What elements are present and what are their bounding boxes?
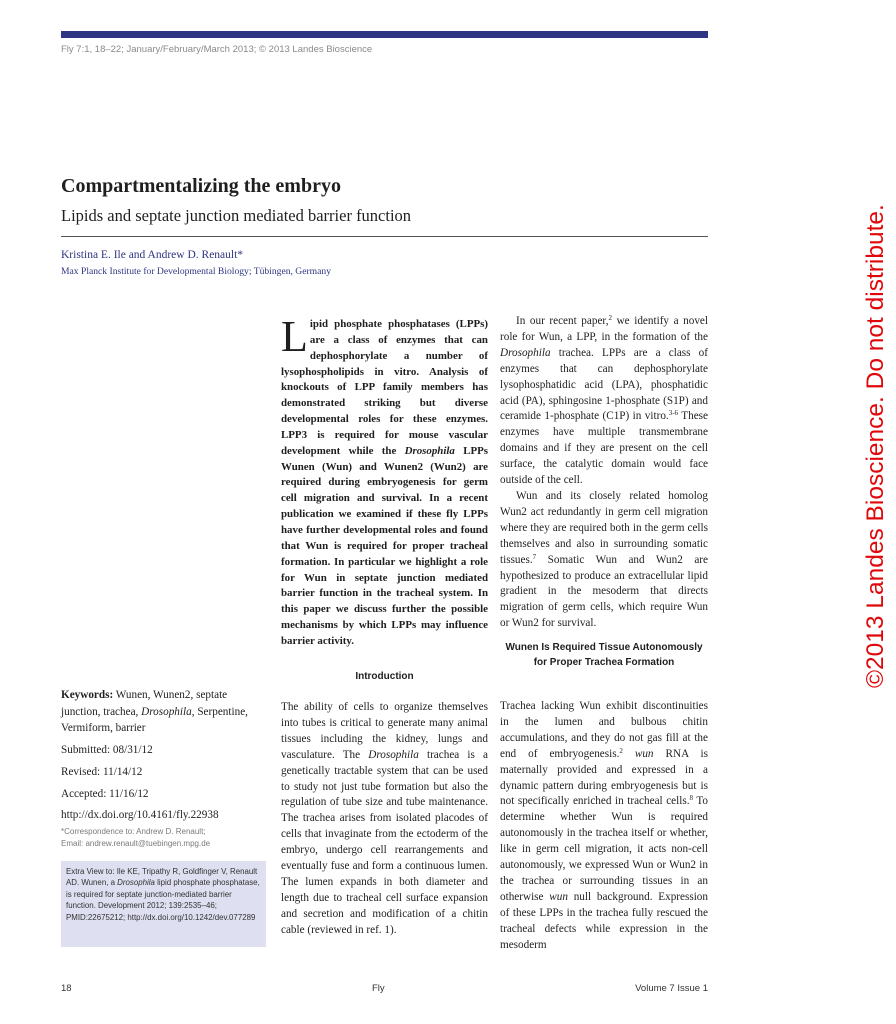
introduction-heading: Introduction <box>355 671 414 682</box>
authors[interactable]: Kristina E. Ile and Andrew D. Renault* <box>61 249 244 261</box>
section-heading: Wunen Is Required Tissue Autonomously for Proper Trachea Formation <box>505 642 703 668</box>
journal-citation: Fly 7:1, 18–22; January/February/March 2013; © 2013 Landes Bioscience <box>61 44 373 55</box>
right-column-text <box>500 314 708 632</box>
correspondence <box>61 826 266 849</box>
paragraph: In our recent paper,$^2$ we identify a novel role for Wun, a LPP, in the formation of the Drosophila trachea. LPPs are a class of enzymes that can dephosphorylate lysophosphatidic acid (LPA), phosphatidic acid (PA), sphingosine 1-phosphate (S1P) and ceramide 1-phosphate (C1P) in vitro.$^{3-6}$ These enzymes have multiple transmembrane domains and if they are present on the cell surface, the catalytic domain would face outside of the cell. <box>500 314 708 487</box>
article-meta <box>61 687 266 829</box>
revised-date: Revised: 11/14/12 <box>61 765 143 778</box>
paragraph: Wun and its closely related homolog Wun2 act redundantly in germ cell migration where they are required both in the germ cells themselves and also in surrounding somatic tissues.$^7$ Somatic Wun and Wun2 are hypothesized to produce an extracellular lipid gradient in the mesoderm that directs migration of germ cells, which require Wun or Wun2 for survival. <box>500 489 708 630</box>
correspondence-name: *Correspondence to: Andrew D. Renault; <box>61 827 206 836</box>
submitted-date: Submitted: 08/31/12 <box>61 744 153 757</box>
footer-journal: Fly <box>372 983 385 994</box>
doi-link[interactable]: http://dx.doi.org/10.4161/fly.22938 <box>61 809 219 822</box>
page-number: 18 <box>61 983 72 994</box>
introduction-text: The ability of cells to organize themselves into tubes is critical to generate many animal tissues including the kidney, lungs and vasculature. The Drosophila trachea is a genetically tractable system that can be used to study not just tube formation but also the regulation of tube size and tube maintenance. The trachea arises from isolated placodes of cells that invaginate from the ectoderm of the embryo, undergo cell rearrangements and eventually fuse and form a continuous lumen. The lumen expands in both diameter and length due to tracheal cell surface expansion and secretion and modification of a chitin cable (reviewed in ref. 1). <box>281 701 488 936</box>
keywords: Keywords: Wunen, Wunen2, septate junction, trachea, Drosophila, Serpentine, Vermiform, barrier <box>61 689 248 735</box>
accepted-date: Accepted: 11/16/12 <box>61 787 149 800</box>
title-divider <box>61 236 708 237</box>
header-bar <box>61 31 708 38</box>
correspondence-email[interactable]: Email: andrew.renault@tuebingen.mpg.de <box>61 838 211 848</box>
section-text: Trachea lacking Wun exhibit discontinuities in the lumen and bulbous chitin accumulations, and they do not gas fill at the end of embryogenesis.$^2$ wun RNA is maternally provided and expressed in a dynamic pattern during embryogenesis but is not specifically enriched in tracheal cells.$^8$ To determine whether Wun is required autonomously in the trachea itself or whether, like in germ cell migration, it acts non-cell autonomously, we expressed Wun or Wun2 in the trachea or surrounding tissues in an otherwise wun null background. Expression of these LPPs in the trachea fully rescued the tracheal defects while expression in the mesoderm <box>500 700 708 951</box>
affiliation: Max Planck Institute for Developmental Biology; Tübingen, Germany <box>61 266 331 277</box>
article-subtitle: Lipids and septate junction mediated barrier function <box>61 206 412 225</box>
article-title: Compartmentalizing the embryo <box>61 175 341 197</box>
extra-view-box: Extra View to: Ile KE, Tripathy R, Goldfinger V, Renault AD. Wunen, a Drosophila lipid phosphate phosphatase, is required for septate junction-mediated barrier function. Development 2012; 139:2535–46; PMID:22675212; http://dx.doi.org/10.1242/dev.077289 <box>61 861 266 947</box>
dropcap: L <box>281 312 308 361</box>
abstract: Lipid phosphate phosphatases (LPPs) are a class of enzymes that can dephosphorylate a number of lysophospholipids in vitro. Analysis of knockouts of LPP family members has demonstrated striking but diverse developmental roles for these enzymes. LPP3 is required for mouse vascular development while the Drosophila LPPs Wunen (Wun) and Wunen2 (Wun2) are required during embryogenesis for germ cell migration and survival. In a recent publication we examined if these fly LPPs have further developmental roles and found that Wun is required for proper tracheal formation. In particular we highlight a role for Wun in septate junction mediated barrier function in the tracheal system. In this paper we discuss further the possible mechanisms by which LPPs may influence barrier activity. <box>281 312 489 647</box>
footer-volume: Volume 7 Issue 1 <box>635 983 708 994</box>
copyright-watermark: ©2013 Landes Bioscience. Do not distribute. <box>862 204 889 688</box>
